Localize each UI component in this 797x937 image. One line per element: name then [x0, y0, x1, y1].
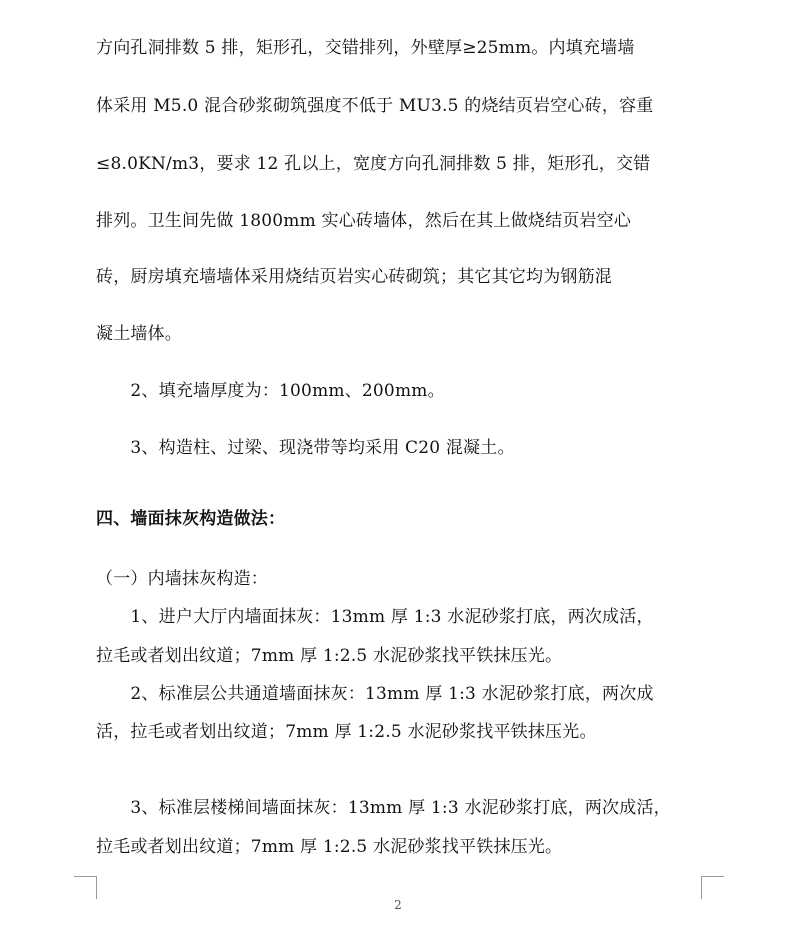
paragraph-line: 凝土墙体。 [96, 324, 182, 344]
margin-corner-mark-left [74, 876, 97, 899]
list-item: 1、进户大厅内墙面抹灰：13mm 厚 1:3 水泥砂浆打底，两次成活， [96, 607, 654, 627]
paragraph-line: 拉毛或者划出纹道；7mm 厚 1:2.5 水泥砂浆找平铁抹压光。 [96, 837, 563, 857]
list-item: 2、标准层公共通道墙面抹灰：13mm 厚 1:3 水泥砂浆打底，两次成 [96, 684, 654, 704]
subsection-heading: （一）内墙抹灰构造： [96, 569, 268, 589]
paragraph-line: 砖，厨房填充墙墙体采用烧结页岩实心砖砌筑；其它其它均为钢筋混 [96, 267, 612, 287]
section-heading: 四、墙面抹灰构造做法： [96, 509, 286, 529]
paragraph-line: ≤8.0KN/m3，要求 12 孔以上，宽度方向孔洞排数 5 排，矩形孔，交错 [96, 154, 651, 174]
paragraph-line: 方向孔洞排数 5 排，矩形孔，交错排列，外壁厚≥25mm。内填充墙墙 [96, 38, 635, 58]
list-item: 2、填充墙厚度为：100mm、200mm。 [96, 381, 445, 401]
margin-corner-mark-right [701, 876, 724, 899]
paragraph-line: 排列。卫生间先做 1800mm 实心砖墙体，然后在其上做烧结页岩空心 [96, 211, 632, 231]
list-item: 3、标准层楼梯间墙面抹灰：13mm 厚 1:3 水泥砂浆打底，两次成活， [96, 798, 671, 818]
paragraph-line: 体采用 M5.0 混合砂浆砌筑强度不低于 MU3.5 的烧结页岩空心砖，容重 [96, 96, 654, 116]
paragraph-line: 拉毛或者划出纹道；7mm 厚 1:2.5 水泥砂浆找平铁抹压光。 [96, 646, 563, 666]
paragraph-line: 活，拉毛或者划出纹道；7mm 厚 1:2.5 水泥砂浆找平铁抹压光。 [96, 722, 597, 742]
page-number: 2 [394, 898, 402, 912]
list-item: 3、构造柱、过梁、现浇带等均采用 C20 混凝土。 [96, 438, 515, 458]
